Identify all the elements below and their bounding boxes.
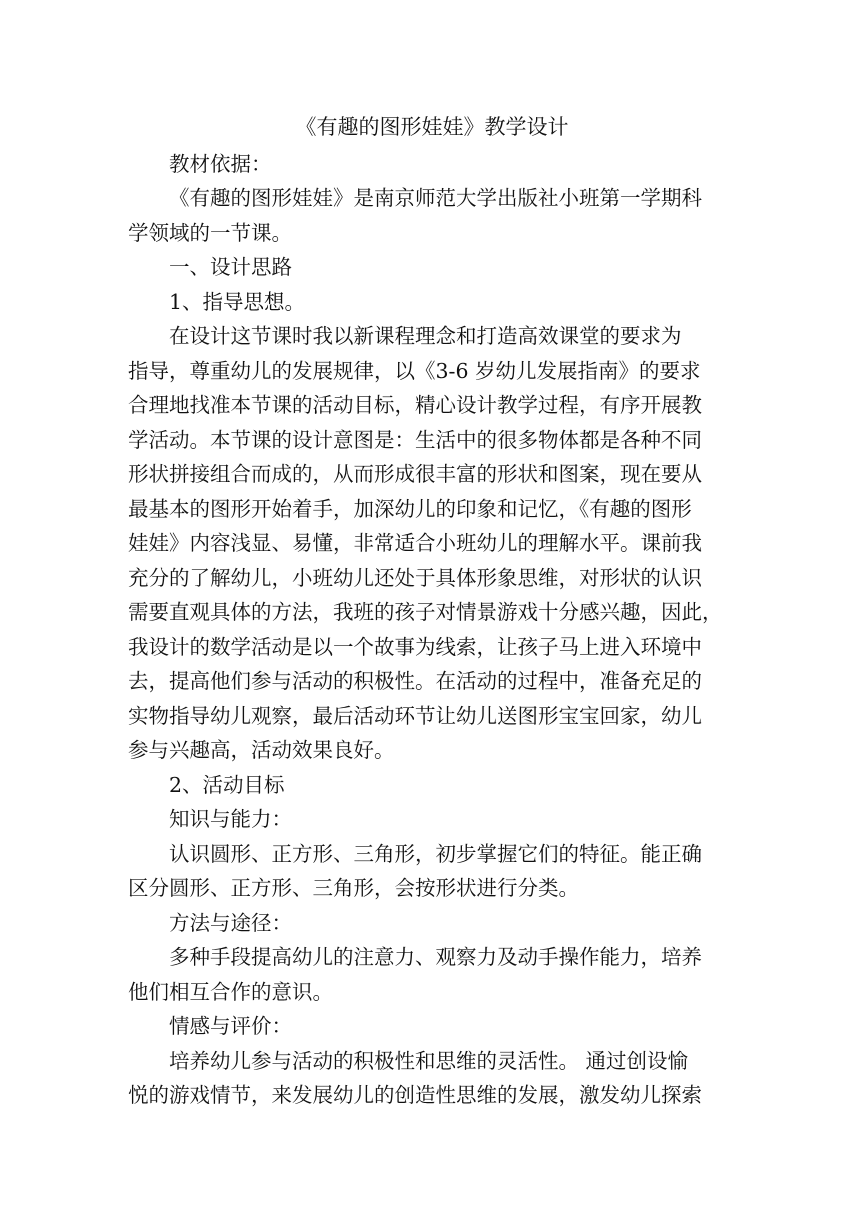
text-line: 知识与能力： xyxy=(169,807,292,831)
text-line: 情感与评价： xyxy=(169,1014,292,1038)
text-line: 最基本的图形开始着手，加深幼儿的印象和记忆，《有趣的图形 xyxy=(128,496,692,521)
text-line: 《有趣的图形娃娃》是南京师范大学出版社小班第一学期科 xyxy=(169,186,702,210)
text-line: 区分圆形、正方形、三角形，会按形状进行分类。 xyxy=(128,876,579,900)
text-line: 合理地找准本节课的活动目标，精心设计教学过程，有序开展教 xyxy=(128,393,702,417)
text-line: 学领域的一节课。 xyxy=(128,220,292,245)
text-line: 2、活动目标 xyxy=(169,772,285,797)
text-line: 参与兴趣高，活动效果良好。 xyxy=(128,738,395,762)
text-line: 多种手段提高幼儿的注意力、观察力及动手操作能力，培养 xyxy=(169,945,702,969)
text-line: 学活动。本节课的设计意图是：生活中的很多物体都是各种不同 xyxy=(128,427,702,452)
text-line: 需要直观具体的方法，我班的孩子对情景游戏十分感兴趣，因此， xyxy=(128,600,723,624)
text-line: 认识圆形、正方形、三角形，初步掌握它们的特征。能正确 xyxy=(169,841,702,866)
text-line: 悦的游戏情节，来发展幼儿的创造性思维的发展，激发幼儿探索 xyxy=(128,1083,702,1107)
document-title: 《有趣的图形娃娃》教学设计 xyxy=(295,115,569,139)
text-line: 娃娃》内容浅显、易懂，非常适合小班幼儿的理解水平。课前我 xyxy=(128,531,702,555)
document-body xyxy=(128,110,736,1113)
text-line: 培养幼儿参与活动的积极性和思维的灵活性。 通过创设愉 xyxy=(169,1048,689,1073)
text-line: 1、指导思想。 xyxy=(169,289,306,314)
text-line: 去，提高他们参与活动的积极性。在活动的过程中，准备充足的 xyxy=(128,669,702,693)
text-line: 实物指导幼儿观察，最后活动环节让幼儿送图形宝宝回家，幼儿 xyxy=(128,703,702,728)
text-line: 一、设计思路 xyxy=(169,255,292,279)
text-line: 在设计这节课时我以新课程理念和打造高效课堂的要求为 xyxy=(169,324,682,348)
text-line: 方法与途径： xyxy=(169,910,292,935)
text-line: 充分的了解幼儿，小班幼儿还处于具体形象思维，对形状的认识 xyxy=(128,565,702,590)
text-line: 形状拼接组合而成的，从而形成很丰富的形状和图案，现在要从 xyxy=(128,462,702,486)
text-line: 教材依据： xyxy=(169,151,272,176)
text-line: 他们相互合作的意识。 xyxy=(128,979,333,1004)
document-lines xyxy=(128,147,736,1113)
text-line: 我设计的数学活动是以一个故事为线索，让孩子马上进入环境中 xyxy=(128,634,702,659)
text-line: 指导，尊重幼儿的发展规律，以《3-6 岁幼儿发展指南》的要求 xyxy=(128,358,701,383)
